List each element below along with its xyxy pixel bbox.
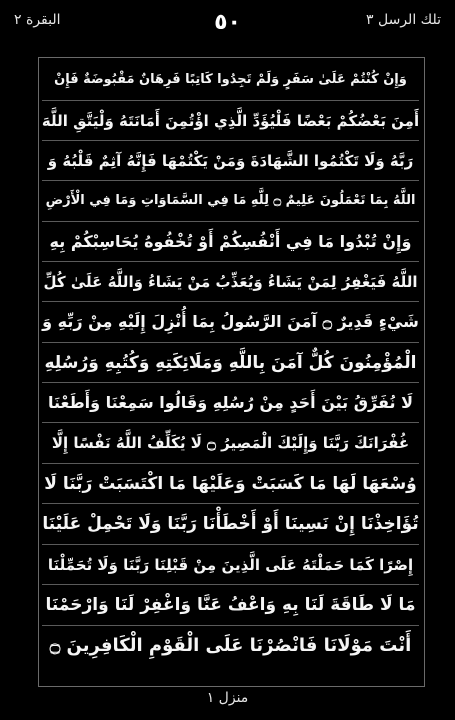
text-line: تُؤَاخِذْنَا إِنْ نَسِينَا أَوْ أَخْطَأْنَا رَبَّنَا وَلَا تَحْمِلْ عَلَيْنَا bbox=[42, 513, 419, 534]
text-line: أَنْتَ مَوْلَانَا فَانْصُرْنَا عَلَى الْقَوْمِ الْكَافِرِينَ ۝ bbox=[49, 635, 412, 656]
text-line: غُفْرَانَكَ رَبَّنَا وَإِلَيْكَ الْمَصِيرُ ۝ لَا يُكَلِّفُ اللَّهُ نَفْسًا إِلَّا bbox=[51, 433, 410, 452]
text-line: وُسْعَهَا لَهَا مَا كَسَبَتْ وَعَلَيْهَا مَا اكْتَسَبَتْ رَبَّنَا لَا bbox=[44, 473, 417, 494]
page-header bbox=[0, 0, 455, 50]
surah-name-label: البقرة ٢ bbox=[14, 12, 61, 28]
text-line: اللَّهُ فَيَغْفِرُ لِمَنْ يَشَاءُ وَيُعَذِّبُ مَنْ يَشَاءُ وَاللَّهُ عَلَىٰ كُلِّ bbox=[43, 272, 418, 291]
text-line: وَإِنْ تُبْدُوا مَا فِي أَنْفُسِكُمْ أَوْ تُخْفُوهُ يُحَاسِبْكُمْ بِهِ bbox=[49, 232, 412, 251]
text-line: إِصْرًا كَمَا حَمَلْتَهُ عَلَى الَّذِينَ مِنْ قَبْلِنَا رَبَّنَا وَلَا تُحَمِّلْنَا bbox=[47, 555, 414, 574]
text-line: رَبَّهُ وَلَا تَكْتُمُوا الشَّهَادَةَ وَمَنْ يَكْتُمْهَا فَإِنَّهُ آثِمٌ قَلْبُهُ وَ bbox=[47, 151, 414, 170]
text-line: شَيْءٍ قَدِيرٌ ۝ آمَنَ الرَّسُولُ بِمَا أُنْزِلَ إِلَيْهِ مِنْ رَبِّهِ وَ bbox=[42, 312, 419, 331]
text-line: وَإِنْ كُنْتُمْ عَلَىٰ سَفَرٍ وَلَمْ تَجِدُوا كَاتِبًا فَرِهَانٌ مَقْبُوضَةٌ فَإِنْ bbox=[54, 72, 407, 87]
page-number: ٥٠ bbox=[214, 10, 241, 35]
text-line: لَا نُفَرِّقُ بَيْنَ أَحَدٍ مِنْ رُسُلِهِ وَقَالُوا سَمِعْنَا وَأَطَعْنَا bbox=[48, 393, 413, 412]
text-line: مَا لَا طَاقَةَ لَنَا بِهِ وَاعْفُ عَنَّا وَاغْفِرْ لَنَا وَارْحَمْنَا bbox=[45, 594, 416, 615]
manzil-footer: منزل ١ bbox=[206, 690, 249, 706]
juz-name-label: تلك الرسل ٣ bbox=[366, 12, 441, 28]
text-line: اللَّهُ بِمَا تَعْمَلُونَ عَلِيمٌ ۝ لِلَّهِ مَا فِي السَّمَاوَاتِ وَمَا فِي الْأَرْضِ bbox=[45, 193, 416, 208]
text-line: الْمُؤْمِنُونَ كُلٌّ آمَنَ بِاللَّهِ وَمَلَائِكَتِهِ وَكُتُبِهِ وَرُسُلِهِ bbox=[44, 352, 417, 373]
quran-text-block bbox=[42, 60, 419, 682]
text-line: أَمِنَ بَعْضُكُمْ بَعْضًا فَلْيُؤَدِّ الَّذِي اؤْتُمِنَ أَمَانَتَهُ وَلْيَتَّقِ اللَّهَ bbox=[41, 111, 420, 130]
